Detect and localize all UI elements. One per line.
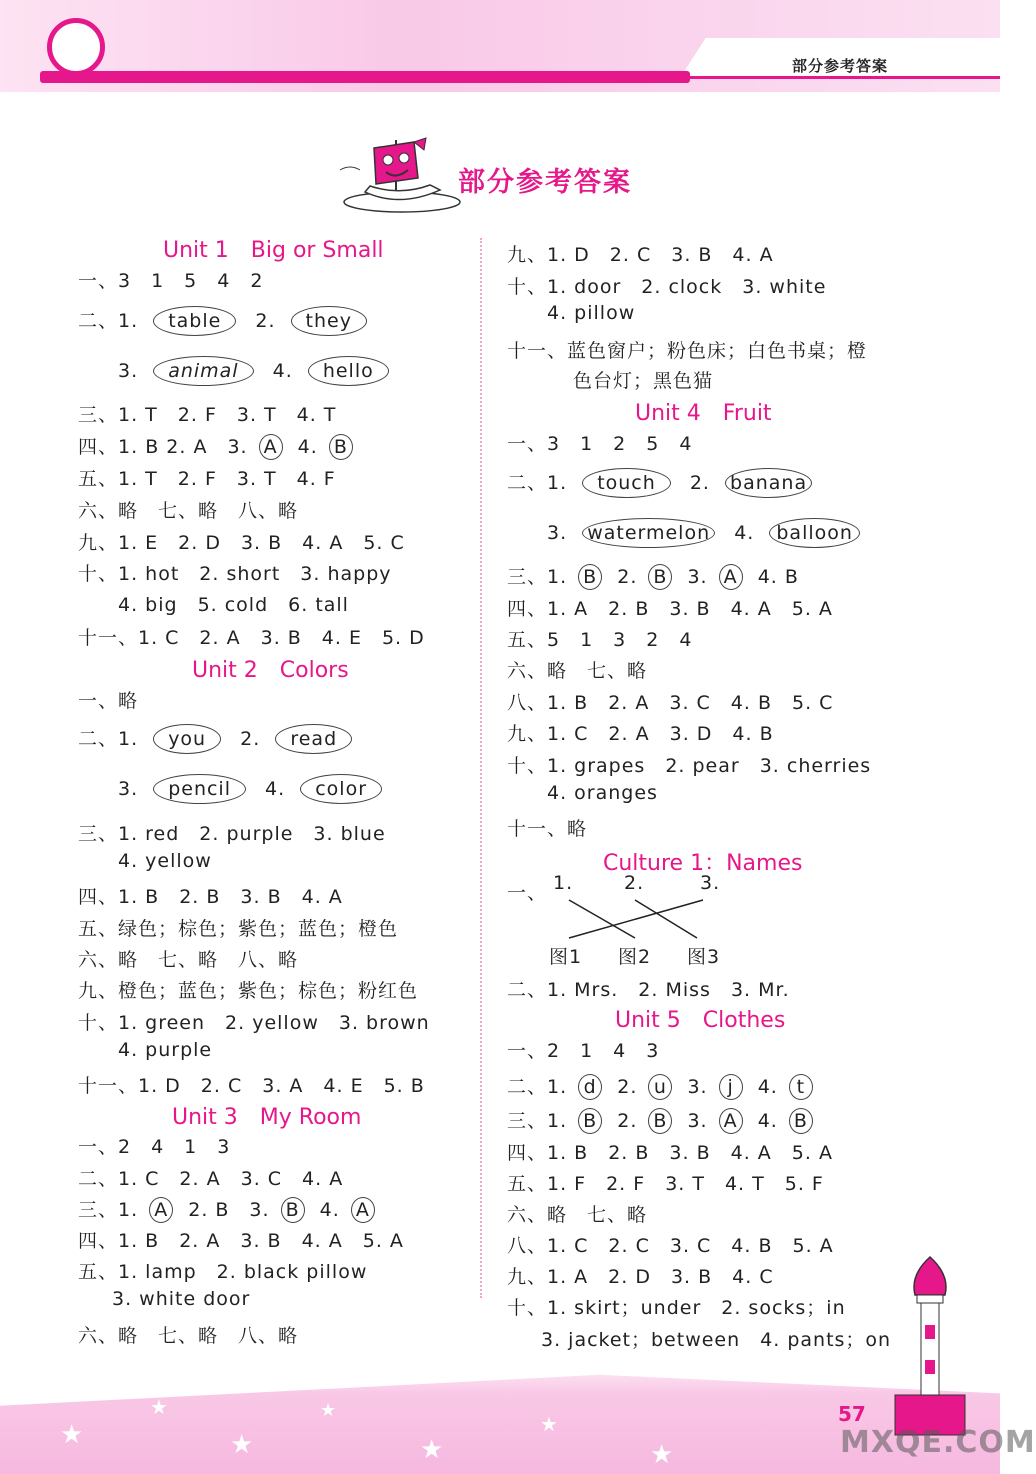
answer-letter: B bbox=[145, 436, 160, 458]
circled-word: pencil bbox=[153, 774, 246, 804]
item-prefix: 三、1. bbox=[507, 566, 568, 588]
answer-line: 一、3 1 2 5 4 bbox=[507, 433, 693, 455]
item-number: 3. bbox=[118, 360, 139, 382]
star-icon: ★ bbox=[60, 1420, 84, 1450]
item-number: 3. bbox=[687, 1110, 708, 1132]
match-number: 3. bbox=[700, 872, 721, 894]
item-number: 4. bbox=[319, 1199, 340, 1221]
circled-letter: B bbox=[578, 1108, 602, 1134]
circled-letter: A bbox=[719, 1108, 743, 1134]
item-number: 2. bbox=[617, 566, 638, 588]
circled-word: color bbox=[300, 774, 382, 804]
item-number: 2. bbox=[240, 728, 261, 750]
circled-word: balloon bbox=[769, 518, 860, 548]
answer-line: 4. big 5. cold 6. tall bbox=[118, 594, 349, 616]
answer-line: 五、1. lamp 2. black pillow bbox=[78, 1261, 368, 1283]
item-prefix: 二、1. bbox=[78, 310, 139, 332]
answer-line-circles bbox=[78, 1195, 383, 1223]
star-icon: ★ bbox=[540, 1412, 558, 1436]
circled-letter: B bbox=[578, 564, 602, 590]
answer-line: 色台灯；黑色猫 bbox=[573, 370, 714, 392]
answer-text: 4. B bbox=[757, 566, 799, 588]
answer-line: 三、1. T 2. F 3. T 4. T bbox=[78, 404, 337, 426]
item-prefix: 二、1. bbox=[507, 1076, 568, 1098]
answer-line: 九、1. A 2. D 3. B 4. C bbox=[507, 1266, 774, 1288]
answer-line-circles bbox=[507, 1106, 821, 1134]
item-number: 4. bbox=[734, 522, 755, 544]
answer-line: 4. yellow bbox=[118, 850, 212, 872]
answer-line: 六、略 七、略 bbox=[507, 1204, 648, 1226]
circled-letter: B bbox=[789, 1108, 813, 1134]
tower-icon bbox=[895, 1255, 965, 1435]
circled-letter: A bbox=[351, 1197, 375, 1223]
page-title: 部分参考答案 bbox=[458, 167, 632, 198]
answer-line: 十一、蓝色窗户；粉色床；白色书桌；橙 bbox=[507, 340, 868, 362]
answer-text: 2. B 3. bbox=[188, 1199, 270, 1221]
answer-line-circles bbox=[78, 432, 361, 460]
answer-line: 五、1. T 2. F 3. T 4. F bbox=[78, 468, 336, 490]
item-prefix: 四、1. bbox=[78, 436, 139, 458]
answer-line-circles bbox=[507, 562, 799, 590]
answer-line: 六、略 七、略 八、略 bbox=[78, 949, 299, 971]
answer-line: 五、绿色；棕色；紫色；蓝色；橙色 bbox=[78, 918, 399, 940]
answer-line: 十、1. door 2. clock 3. white bbox=[507, 276, 827, 298]
item-prefix: 三、1. bbox=[78, 1199, 139, 1221]
answer-line: 3. white door bbox=[112, 1288, 251, 1310]
item-number: 4. bbox=[757, 1110, 778, 1132]
answer-line: 九、1. E 2. D 3. B 4. A 5. C bbox=[78, 532, 405, 554]
item-prefix: 二、1. bbox=[507, 472, 568, 494]
circled-word: they bbox=[291, 306, 367, 336]
answer-line: 十、1. grapes 2. pear 3. cherries bbox=[507, 755, 872, 777]
answer-line: 九、橙色；蓝色；紫色；棕色；粉红色 bbox=[78, 980, 419, 1002]
circled-letter: B bbox=[281, 1197, 305, 1223]
unit3-heading: Unit 3 My Room bbox=[172, 1105, 362, 1130]
circled-word: read bbox=[275, 724, 352, 754]
item-number: 3. bbox=[687, 1076, 708, 1098]
answer-line: 九、1. D 2. C 3. B 4. A bbox=[507, 244, 774, 266]
star-icon: ★ bbox=[420, 1435, 444, 1465]
answer-text: 2. A 3. bbox=[166, 436, 248, 458]
answer-line: 四、1. B 2. A 3. B 4. A 5. A bbox=[78, 1230, 404, 1252]
sailboat-icon bbox=[330, 130, 460, 220]
circled-word: animal bbox=[153, 356, 253, 386]
answer-line-ovals bbox=[118, 774, 394, 804]
answer-line: 六、略 七、略 bbox=[507, 660, 648, 682]
picture-label: 图1 bbox=[549, 946, 583, 968]
circled-letter: A bbox=[719, 564, 743, 590]
circled-word: you bbox=[153, 724, 221, 754]
answer-line: 十一、略 bbox=[507, 818, 588, 840]
circled-letter: B bbox=[648, 1108, 672, 1134]
item-prefix: 一、 bbox=[507, 882, 548, 904]
header-circle-decoration bbox=[47, 18, 105, 76]
item-number: 3. bbox=[687, 566, 708, 588]
circled-letter: j bbox=[719, 1074, 743, 1100]
item-number: 2. bbox=[617, 1076, 638, 1098]
answer-line: 一、2 1 4 3 bbox=[507, 1040, 660, 1062]
item-number: 4. bbox=[272, 360, 293, 382]
circled-word: touch bbox=[582, 468, 671, 498]
item-number: 4. bbox=[757, 1076, 778, 1098]
answer-line: 六、略 七、略 八、略 bbox=[78, 1325, 299, 1347]
answer-line-ovals bbox=[78, 724, 364, 754]
column-divider bbox=[480, 238, 482, 1298]
answer-line: 九、1. C 2. A 3. D 4. B bbox=[507, 723, 774, 745]
answer-line: 十一、1. C 2. A 3. B 4. E 5. D bbox=[78, 627, 425, 649]
circled-word: banana bbox=[725, 468, 812, 498]
unit1-heading: Unit 1 Big or Small bbox=[163, 238, 384, 263]
circled-letter: A bbox=[149, 1197, 173, 1223]
answer-line: 五、1. F 2. F 3. T 4. T 5. F bbox=[507, 1173, 824, 1195]
answer-line-ovals bbox=[507, 468, 824, 498]
circled-word: table bbox=[153, 306, 236, 336]
answer-line: 四、1. B 2. B 3. B 4. A bbox=[78, 886, 343, 908]
star-icon: ★ bbox=[320, 1400, 337, 1421]
header-line bbox=[690, 76, 1000, 79]
circled-word: hello bbox=[308, 356, 389, 386]
item-number: 3. bbox=[118, 778, 139, 800]
unit5-heading: Unit 5 Clothes bbox=[615, 1008, 786, 1033]
answer-line-ovals bbox=[118, 356, 401, 386]
star-icon: ★ bbox=[650, 1440, 674, 1470]
header-bar bbox=[40, 71, 690, 83]
circled-letter: A bbox=[259, 434, 283, 460]
match-number: 2. bbox=[624, 872, 645, 894]
item-number: 4. bbox=[297, 436, 318, 458]
item-number: 4. bbox=[265, 778, 286, 800]
answer-line: 二、1. C 2. A 3. C 4. A bbox=[78, 1168, 344, 1190]
picture-label: 图3 bbox=[687, 946, 721, 968]
unit2-heading: Unit 2 Colors bbox=[192, 658, 349, 683]
answer-line: 十一、1. D 2. C 3. A 4. E 5. B bbox=[78, 1075, 425, 1097]
circled-letter: B bbox=[648, 564, 672, 590]
item-number: 3. bbox=[547, 522, 568, 544]
picture-label: 图2 bbox=[618, 946, 652, 968]
answer-line: 六、略 七、略 八、略 bbox=[78, 500, 299, 522]
answer-line: 十、1. green 2. yellow 3. brown bbox=[78, 1012, 430, 1034]
item-number: 2. bbox=[617, 1110, 638, 1132]
unit4-heading: Unit 4 Fruit bbox=[635, 401, 772, 426]
header-title: 部分参考答案 bbox=[792, 57, 889, 75]
circled-word: watermelon bbox=[582, 518, 715, 548]
star-icon: ★ bbox=[150, 1395, 168, 1419]
answer-line: 三、1. red 2. purple 3. blue bbox=[78, 823, 386, 845]
answer-line: 4. purple bbox=[118, 1039, 213, 1061]
answer-line: 4. oranges bbox=[547, 782, 658, 804]
answer-line: 四、1. A 2. B 3. B 4. A 5. A bbox=[507, 598, 833, 620]
watermark: MXQE.COM bbox=[840, 1425, 1036, 1460]
answer-line: 八、1. C 2. C 3. C 4. B 5. A bbox=[507, 1235, 834, 1257]
circled-letter: d bbox=[578, 1074, 602, 1100]
answer-line-circles bbox=[507, 1072, 821, 1100]
answer-line: 3. jacket；between 4. pants；on bbox=[541, 1329, 892, 1351]
item-prefix: 二、1. bbox=[78, 728, 139, 750]
match-number: 1. bbox=[553, 872, 574, 894]
item-prefix: 三、1. bbox=[507, 1110, 568, 1132]
circled-letter: u bbox=[648, 1074, 672, 1100]
answer-line: 一、2 4 1 3 bbox=[78, 1136, 231, 1158]
answer-line: 4. pillow bbox=[547, 302, 636, 324]
answer-line: 二、1. Mrs. 2. Miss 3. Mr. bbox=[507, 979, 790, 1001]
item-number: 2. bbox=[255, 310, 276, 332]
answer-line-ovals bbox=[78, 306, 379, 336]
page-number: 57 bbox=[838, 1402, 866, 1426]
item-number: 2. bbox=[689, 472, 710, 494]
culture1-heading: Culture 1：Names bbox=[603, 851, 803, 876]
answer-line: 十、1. hot 2. short 3. happy bbox=[78, 563, 392, 585]
answer-line-ovals bbox=[547, 518, 872, 548]
answer-line: 五、5 1 3 2 4 bbox=[507, 629, 693, 651]
circled-letter: t bbox=[789, 1074, 813, 1100]
answer-line: 八、1. B 2. A 3. C 4. B 5. C bbox=[507, 692, 834, 714]
answer-line: 一、略 bbox=[78, 690, 139, 712]
answer-line: 一、3 1 5 4 2 bbox=[78, 270, 264, 292]
star-icon: ★ bbox=[230, 1430, 254, 1460]
circled-letter: B bbox=[329, 434, 353, 460]
answer-line: 十、1. skirt；under 2. socks；in bbox=[507, 1297, 846, 1319]
answer-line: 四、1. B 2. B 3. B 4. A 5. A bbox=[507, 1142, 833, 1164]
